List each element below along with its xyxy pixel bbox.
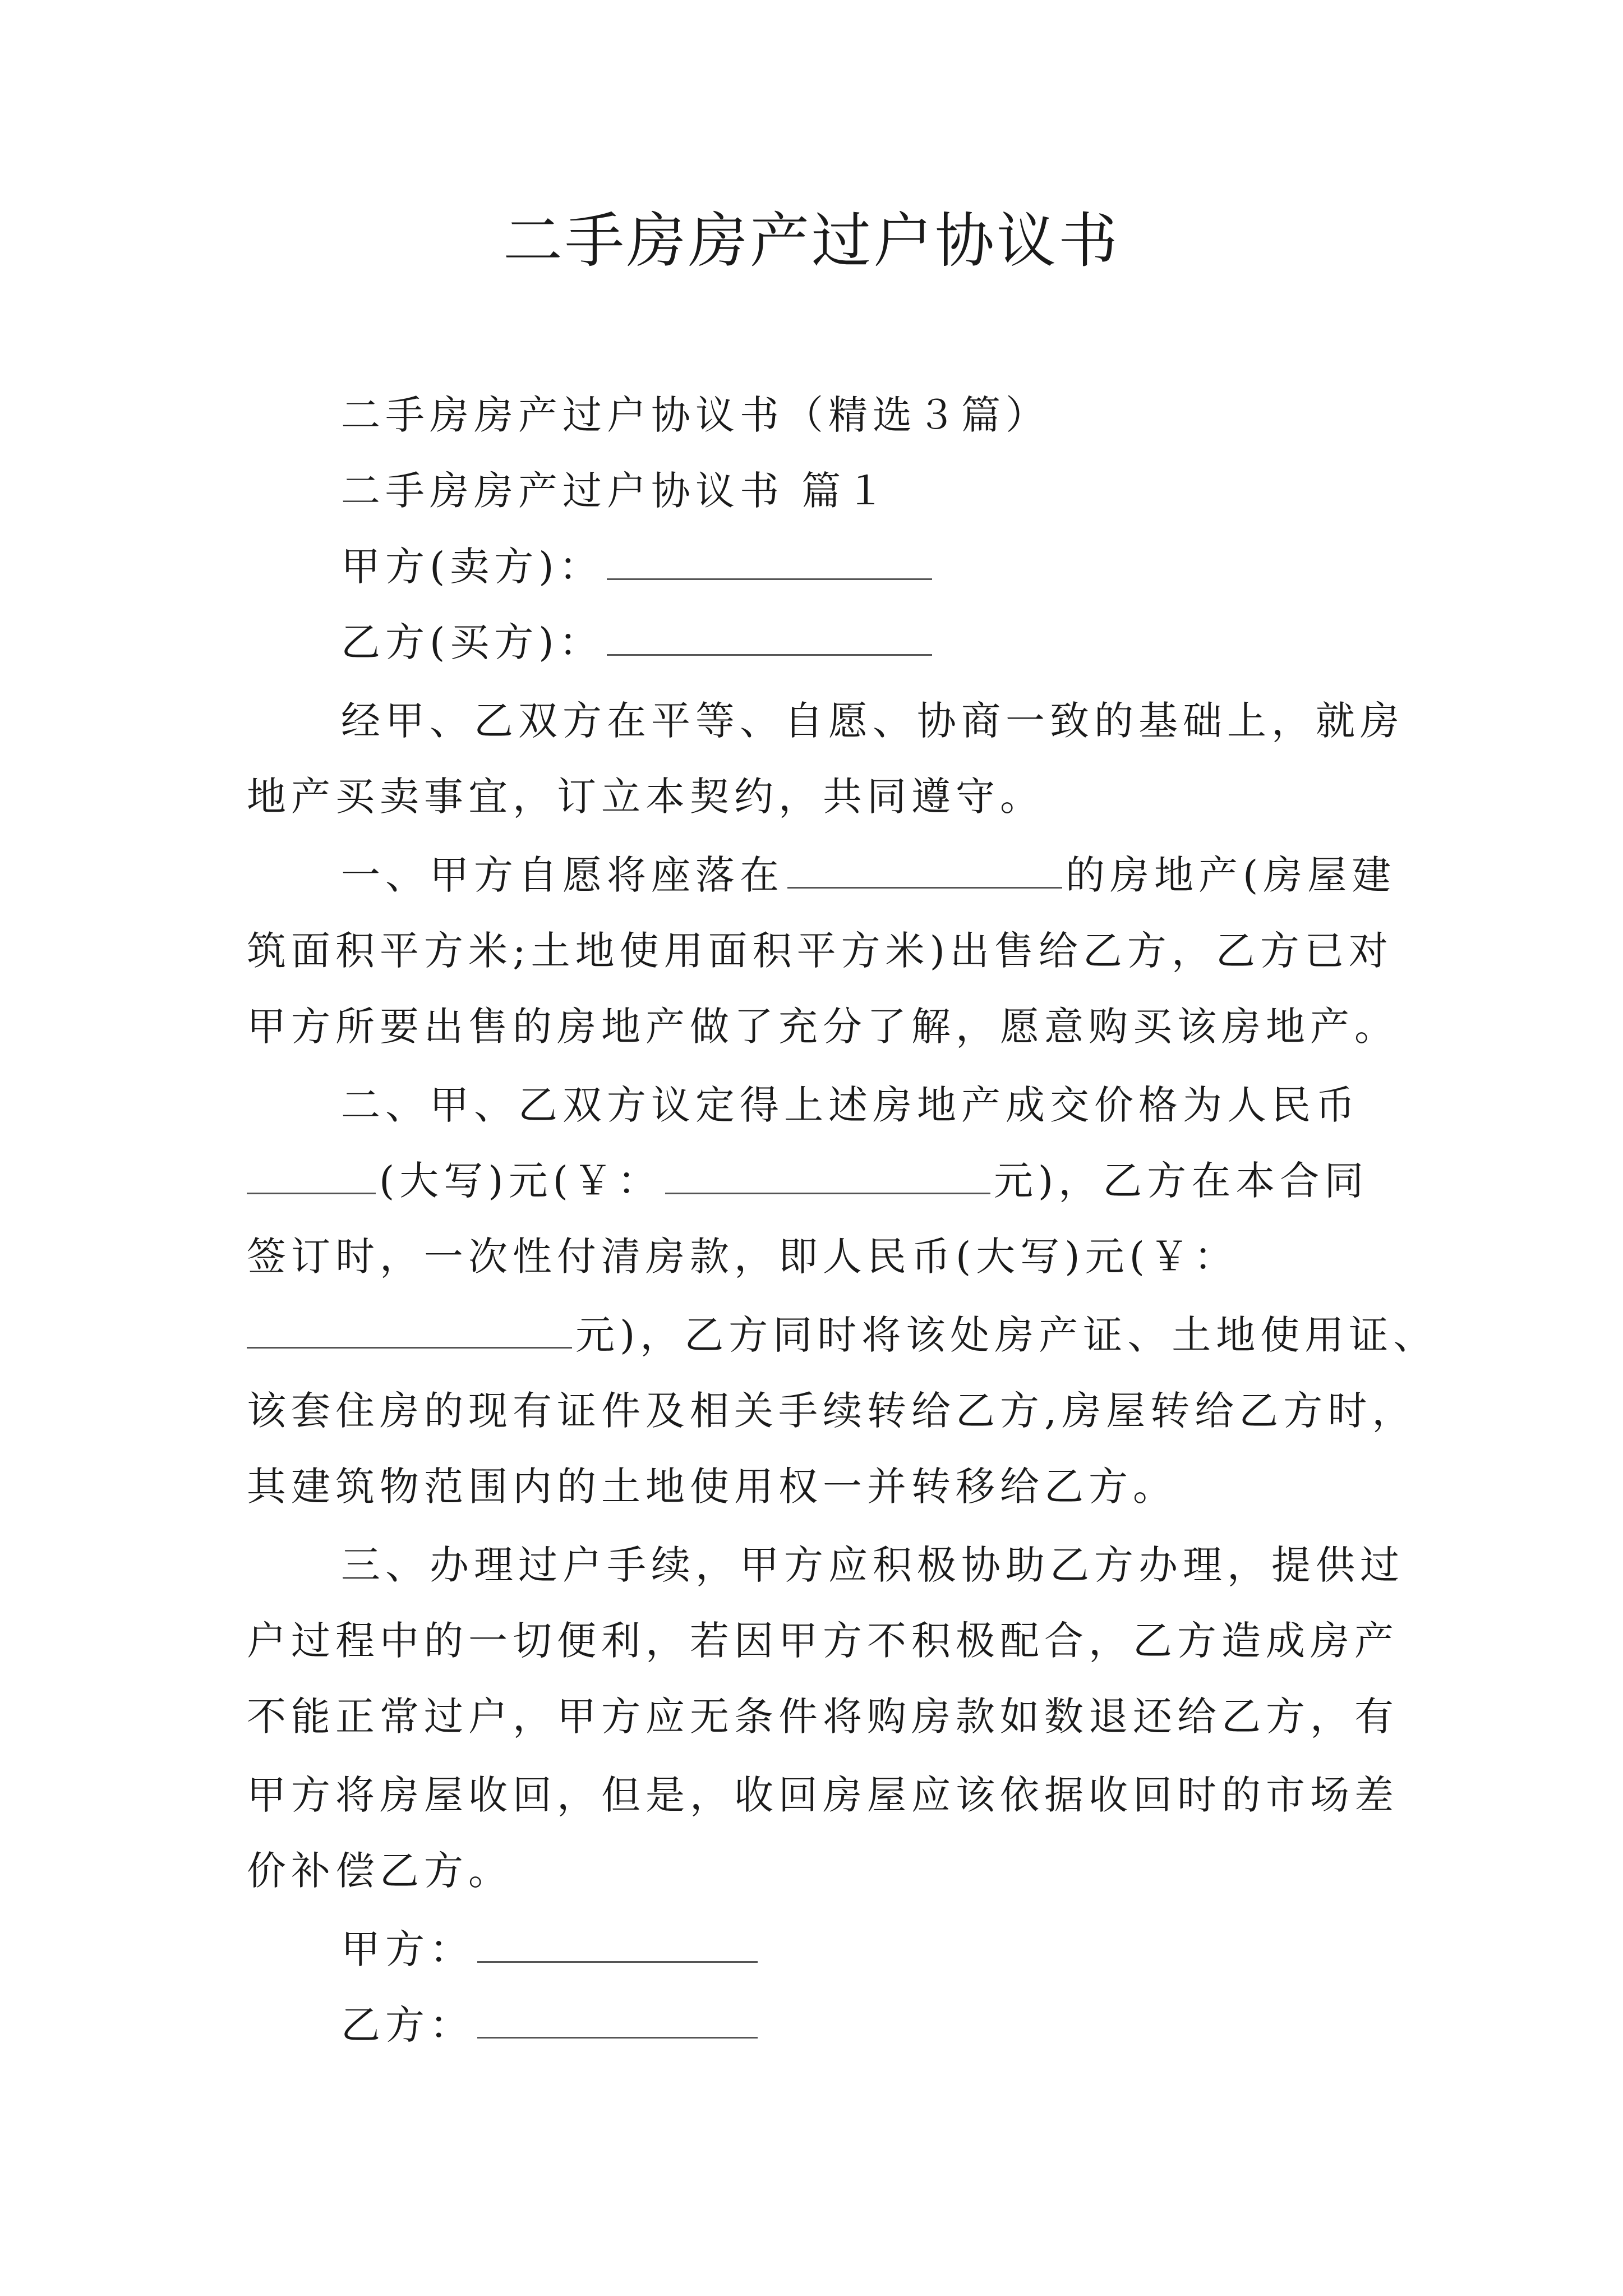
clause2-text-b: 元)，乙方在本合同 xyxy=(993,1158,1369,1204)
document-subtitle: 二手房房产过户协议书（精选３篇） xyxy=(341,392,1050,438)
clause1-line-3: 甲方所要出售的房地产做了充分了解，愿意购买该房地产。 xyxy=(247,1004,1399,1050)
clause2-text-c: 元)，乙方同时将该处房产证、土地使用证、 xyxy=(575,1312,1438,1358)
clause2-line-3: 签订时，一次性付清房款，即人民币(大写)元(￥： xyxy=(247,1234,1238,1280)
price-words-blank xyxy=(247,1159,376,1194)
clause3-line-3: 不能正常过户，甲方应无条件将购房款如数退还给乙方，有 xyxy=(247,1694,1399,1740)
clause2-line-6: 其建筑物范围内的土地使用权一并转移给乙方。 xyxy=(247,1464,1177,1510)
signature-a-label: 甲方： xyxy=(341,1926,474,1972)
clause3-line-1: 三、办理过户手续，甲方应积极协助乙方办理，提供过 xyxy=(341,1542,1404,1588)
document-title: 二手房房产过户协议书 xyxy=(503,206,1120,275)
clause2-line-2 xyxy=(247,1153,1368,1209)
clause1-text-pre: 一、甲方自愿将座落在 xyxy=(341,852,784,898)
price-amount-blank xyxy=(665,1159,990,1194)
party-b-label: 乙方(买方)： xyxy=(341,619,603,665)
party-b-line xyxy=(341,614,935,670)
clause1-line-2: 筑面积平方米;土地使用面积平方米)出售给乙方，乙方已对 xyxy=(247,928,1393,974)
clause1-line-1 xyxy=(341,847,1396,903)
signature-b-label: 乙方： xyxy=(341,2002,474,2048)
intro-line-1: 经甲、乙双方在平等、自愿、协商一致的基础上，就房 xyxy=(341,698,1404,744)
section-heading: 二手房房产过户协议书 篇１ xyxy=(341,468,891,514)
party-b-blank xyxy=(607,620,932,656)
party-a-blank xyxy=(607,545,932,580)
clause2-line-4 xyxy=(247,1307,1437,1363)
clause2-line-1: 二、甲、乙双方议定得上述房地产成交价格为人民币 xyxy=(341,1082,1360,1128)
intro-line-2: 地产买卖事宜，订立本契约，共同遵守。 xyxy=(247,774,1044,820)
location-blank xyxy=(787,853,1062,889)
signature-b-line xyxy=(341,1997,761,2053)
clause3-line-4: 甲方将房屋收回，但是，收回房屋应该依据收回时的市场差 xyxy=(247,1772,1399,1818)
clause1-text-post: 的房地产(房屋建 xyxy=(1066,852,1396,898)
signature-a-line xyxy=(341,1921,761,1977)
clause3-line-5: 价补偿乙方。 xyxy=(247,1848,513,1894)
party-a-line xyxy=(341,539,935,595)
clause2-line-5: 该套住房的现有证件及相关手续转给乙方,房屋转给乙方时， xyxy=(247,1388,1417,1434)
signature-b-blank xyxy=(477,2003,758,2039)
signature-a-blank xyxy=(477,1927,758,1963)
payment-amount-blank xyxy=(247,1313,572,1349)
party-a-label: 甲方(卖方)： xyxy=(341,544,603,590)
clause2-text-a: (大写)元(￥： xyxy=(379,1158,662,1204)
clause3-line-2: 户过程中的一切便利，若因甲方不积极配合，乙方造成房产 xyxy=(247,1618,1399,1664)
